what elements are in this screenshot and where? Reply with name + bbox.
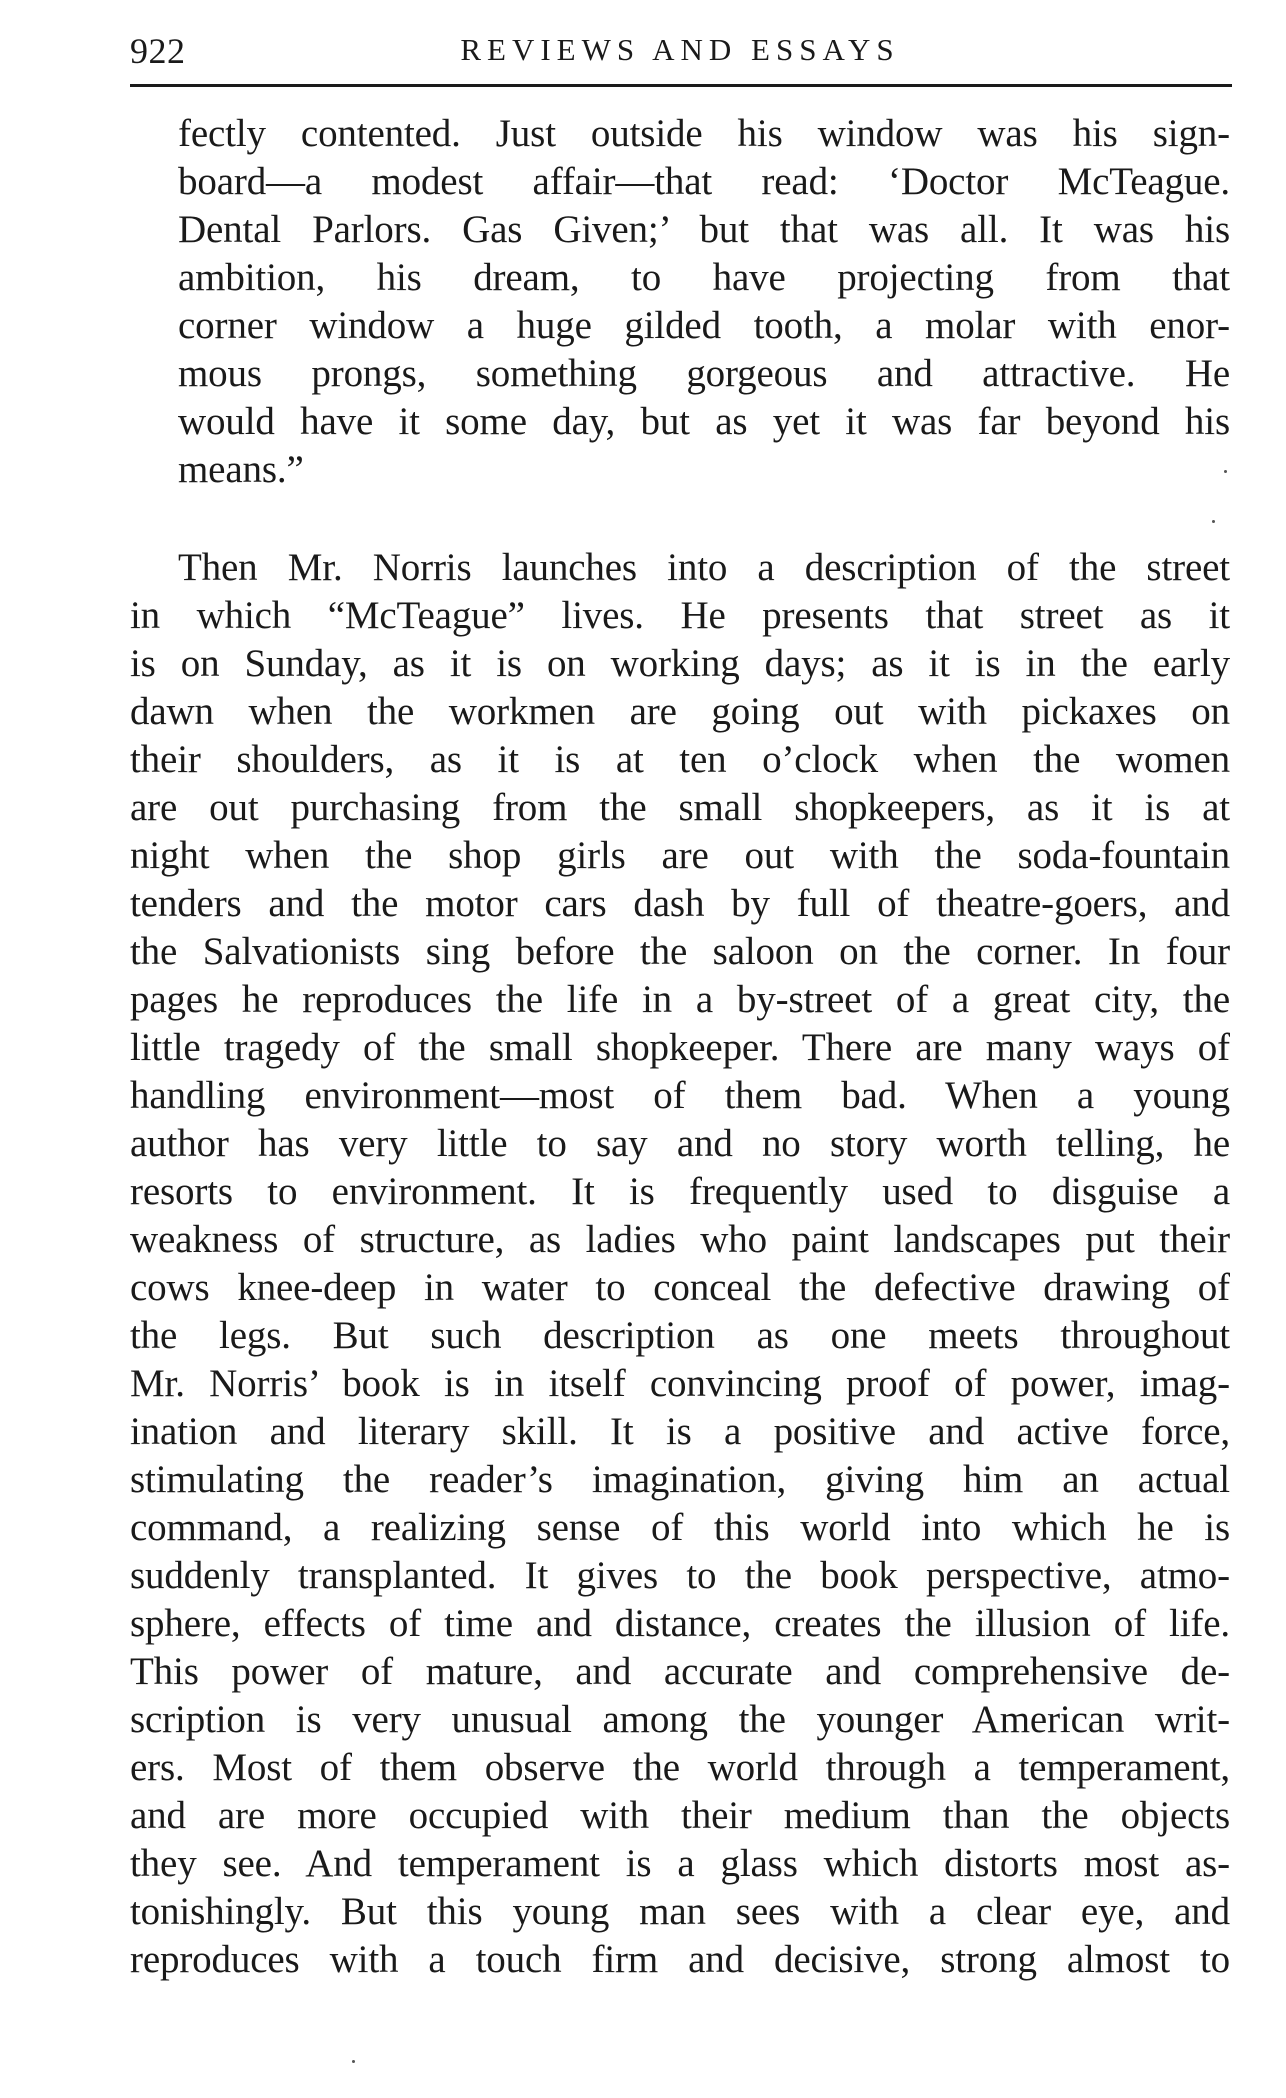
text-line: tonishingly. But this young man sees with a clear eye, and [130, 1890, 1230, 1933]
body-text [130, 110, 1230, 1984]
scan-speck [1224, 470, 1227, 473]
text-line: corner window a huge gilded tooth, a molar with enor- [178, 304, 1230, 347]
text-line: This power of mature, and accurate and comprehensive de- [130, 1650, 1230, 1693]
text-line: mous prongs, something gorgeous and attractive. He [178, 352, 1230, 395]
text-line: in which “McTeague” lives. He presents that street as it [130, 594, 1230, 637]
text-line: tenders and the motor cars dash by full of theatre-goers, and [130, 882, 1230, 925]
text-line: dawn when the workmen are going out with pickaxes on [130, 690, 1230, 733]
running-head [130, 22, 1230, 78]
text-line: they see. And temperament is a glass which distorts most as- [130, 1842, 1230, 1885]
text-line: night when the shop girls are out with the soda-fountain [130, 834, 1230, 877]
text-line: means.” [178, 448, 304, 491]
scan-speck [1212, 520, 1215, 523]
text-line: Then Mr. Norris launches into a description of the street [178, 546, 1230, 589]
page-number: 922 [130, 31, 186, 71]
text-line: their shoulders, as it is at ten o’clock when the women [130, 738, 1230, 781]
text-line: weakness of structure, as ladies who paint landscapes put their [130, 1218, 1230, 1261]
text-line: Dental Parlors. Gas Given;’ but that was all. It was his [178, 208, 1230, 251]
text-line: board—a modest affair—that read: ‘Doctor McTeague. [178, 160, 1230, 203]
text-line: suddenly transplanted. It gives to the book perspective, atmo- [130, 1554, 1230, 1597]
text-line: resorts to environment. It is frequently used to disguise a [130, 1170, 1230, 1213]
text-line: stimulating the reader’s imagination, giving him an actual [130, 1458, 1230, 1501]
header-rule [130, 84, 1232, 87]
running-title: REVIEWS AND ESSAYS [460, 32, 900, 67]
text-line: ination and literary skill. It is a positive and active force, [130, 1410, 1230, 1453]
text-line: little tragedy of the small shopkeeper. There are many ways of [130, 1026, 1230, 1069]
text-line: ers. Most of them observe the world through a temperament, [130, 1746, 1230, 1789]
text-line: fectly contented. Just outside his window was his sign- [178, 112, 1230, 155]
text-line: reproduces with a touch firm and decisive, strong almost to [130, 1938, 1230, 1981]
text-line: is on Sunday, as it is on working days; as it is in the early [130, 642, 1230, 685]
text-line: and are more occupied with their medium than the objects [130, 1794, 1230, 1837]
text-line: Mr. Norris’ book is in itself convincing proof of power, imag- [130, 1362, 1230, 1405]
text-line: scription is very unusual among the younger American writ- [130, 1698, 1230, 1741]
paragraph-gap [130, 494, 1230, 544]
text-line: the legs. But such description as one meets throughout [130, 1314, 1230, 1357]
text-line: would have it some day, but as yet it was far beyond his [178, 400, 1230, 443]
text-line: sphere, effects of time and distance, creates the illusion of life. [130, 1602, 1230, 1645]
scan-speck [352, 2060, 355, 2063]
text-line: are out purchasing from the small shopkeepers, as it is at [130, 786, 1230, 829]
text-line: pages he reproduces the life in a by-street of a great city, the [130, 978, 1230, 1021]
text-line: ambition, his dream, to have projecting from that [178, 256, 1230, 299]
text-line: cows knee-deep in water to conceal the defective drawing of [130, 1266, 1230, 1309]
text-line: the Salvationists sing before the saloon on the corner. In four [130, 930, 1230, 973]
text-line: author has very little to say and no story worth telling, he [130, 1122, 1230, 1165]
text-line: command, a realizing sense of this world into which he is [130, 1506, 1230, 1549]
text-line: handling environment—most of them bad. When a young [130, 1074, 1230, 1117]
